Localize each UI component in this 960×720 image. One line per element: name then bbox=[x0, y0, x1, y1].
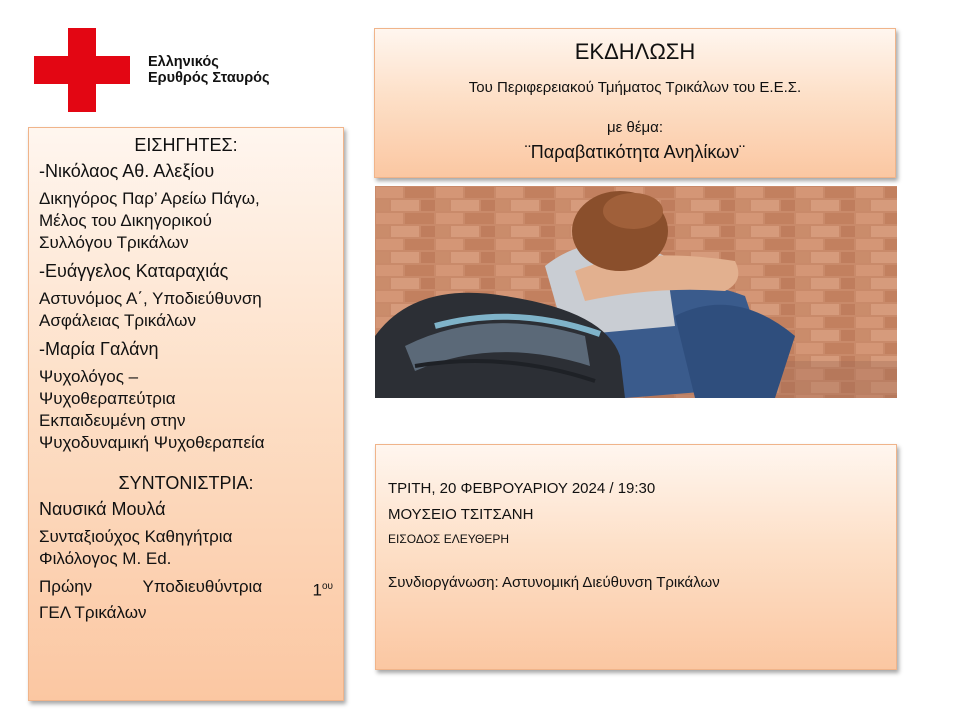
event-title-panel bbox=[374, 28, 896, 178]
event-title: ΕΚΔΗΛΩΣΗ bbox=[574, 39, 696, 64]
moderator-heading: ΣΥΝΤΟΝΙΣΤΡΙΑ: bbox=[118, 473, 254, 493]
logo-line-2: Ερυθρός Σταυρός bbox=[148, 70, 270, 86]
event-entry: ΕΙΣΟΔΟΣ ΕΛΕΥΘΕΡΗ bbox=[388, 532, 510, 546]
former-word: Υποδιευθύντρια bbox=[142, 577, 263, 596]
speaker-desc-line: Δικηγόρος Παρ’ Αρείω Πάγω, bbox=[39, 189, 260, 208]
event-subject: ¨Παραβατικότητα Ανηλίκων¨ bbox=[524, 142, 746, 162]
event-datetime: ΤΡΙΤΗ, 20 ΦΕΒΡΟΥΑΡΙΟΥ 2024 / 19:30 bbox=[388, 480, 656, 497]
speaker-desc-line: Αστυνόμος Α΄, Υποδιεύθυνση bbox=[39, 289, 262, 308]
speaker-desc-line: Συλλόγου Τρικάλων bbox=[39, 233, 189, 252]
event-details-panel bbox=[375, 444, 897, 670]
red-cross-logo bbox=[32, 28, 328, 112]
speakers-panel bbox=[28, 127, 344, 701]
speaker-desc-line: Ψυχοδυναμική Ψυχοθεραπεία bbox=[39, 433, 265, 452]
speaker-name: -Νικόλαος Αθ. Αλεξίου bbox=[39, 161, 215, 181]
speaker-description bbox=[39, 188, 333, 254]
event-venue: ΜΟΥΣΕΙΟ ΤΣΙΤΣΑΝΗ bbox=[388, 506, 534, 523]
event-photo bbox=[375, 186, 897, 398]
ordinal-number: 1 bbox=[312, 580, 322, 600]
event-co-organizer: Συνδιοργάνωση: Αστυνομική Διεύθυνση Τρικάλων bbox=[388, 574, 720, 591]
event-subject-label: με θέμα: bbox=[606, 119, 663, 136]
moderator-name: Ναυσικά Μουλά bbox=[39, 499, 166, 519]
logo-line-1: Ελληνικός bbox=[148, 54, 219, 70]
moderator-former-school: ΓΕΛ Τρικάλων bbox=[39, 602, 147, 622]
speaker-desc-line: Ψυχολόγος – bbox=[39, 367, 139, 386]
speaker-name: -Μαρία Γαλάνη bbox=[39, 339, 159, 359]
red-cross-icon bbox=[34, 28, 130, 112]
speaker-description bbox=[39, 366, 333, 454]
former-ordinal bbox=[312, 576, 333, 602]
speaker-desc-line: Ψυχοθεραπεύτρια bbox=[39, 389, 176, 408]
moderator-former-line bbox=[39, 576, 333, 602]
speaker-desc-line: Μέλος του Δικηγορικού bbox=[39, 211, 212, 230]
speaker-name: -Ευάγγελος Καταραχιάς bbox=[39, 261, 229, 281]
event-organizer: Του Περιφερειακού Τμήματος Τρικάλων του Ε.Ε.Σ. bbox=[468, 79, 802, 96]
sad-child-illustration bbox=[375, 186, 897, 398]
moderator-desc-line: Φιλόλογος M. Ed. bbox=[39, 549, 172, 568]
speaker-desc-line: Ασφάλειας Τρικάλων bbox=[39, 311, 196, 330]
speaker-description bbox=[39, 288, 333, 332]
former-word: Πρώην bbox=[39, 577, 93, 596]
moderator-description bbox=[39, 526, 333, 570]
moderator-former-role bbox=[39, 576, 333, 624]
speaker-desc-line: Εκπαιδευμένη στην bbox=[39, 411, 186, 430]
ordinal-suffix: ου bbox=[321, 581, 333, 592]
moderator-desc-line: Συνταξιούχος Καθηγήτρια bbox=[39, 527, 233, 546]
logo-text bbox=[148, 54, 270, 86]
speakers-heading: ΕΙΣΗΓΗΤΕΣ: bbox=[134, 135, 238, 155]
